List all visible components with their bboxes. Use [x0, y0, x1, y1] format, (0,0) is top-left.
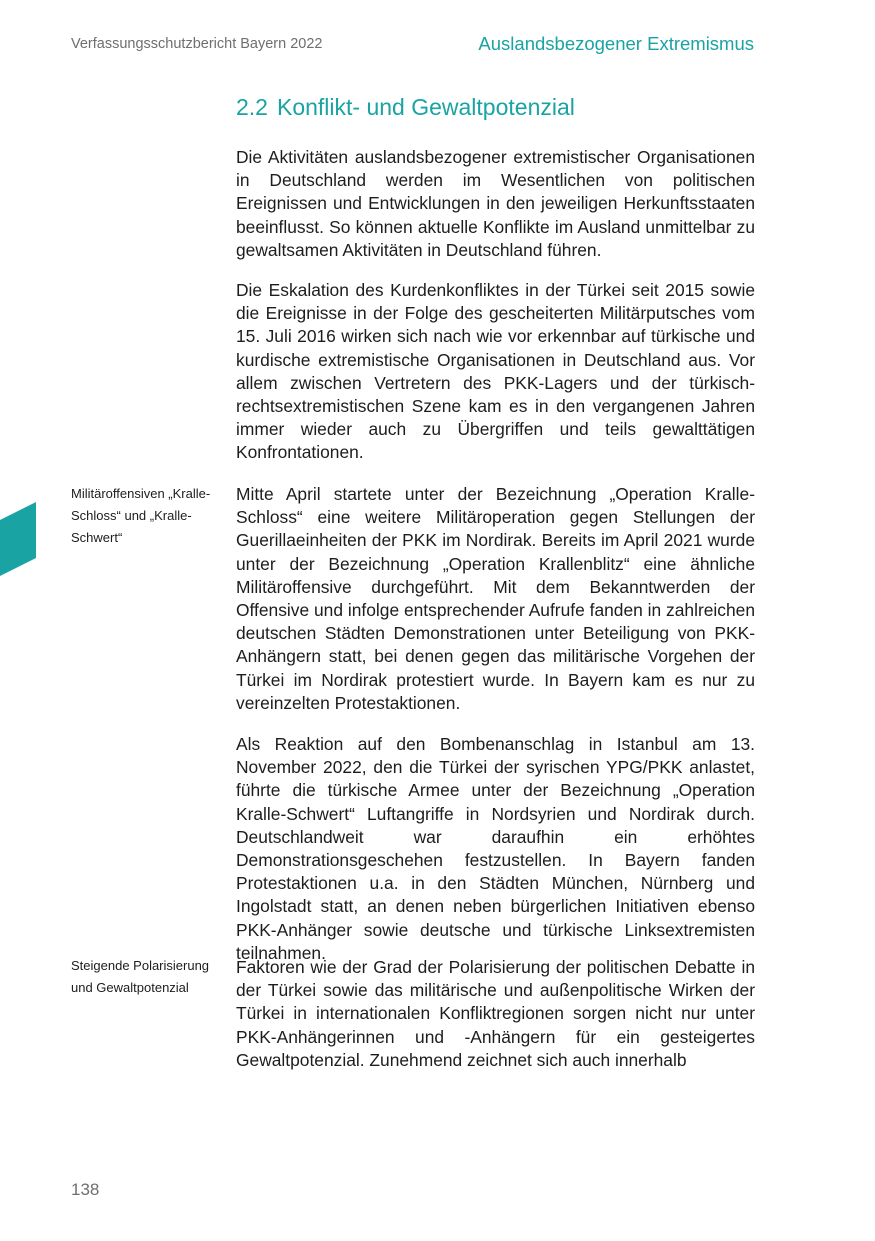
paragraph-3: Mitte April startete unter der Bezeichnung „Operation Kralle-Schloss“ eine weitere Militäroperation gegen Stellungen der Guerillaeinheiten der PKK im Nordirak. Bereits im April 2021 wurde unter der Bezeichnung „Operation Krallenblitz“ eine ähnliche Militäroffensive durchgeführt. Mit dem Bekanntwerden der Offensive und infolge entsprechender Aufrufe fanden in zahlreichen deutschen Städten Demonstrationen unter Beteiligung von PKK-Anhängern statt, bei denen gegen das militärische Vorgehen der Türkei im Nordirak protestiert wurde. In Bayern kam es nur zu vereinzelten Protestaktionen.	[236, 484, 755, 713]
section-heading	[236, 94, 575, 121]
paragraph-4: Als Reaktion auf den Bombenanschlag in Istanbul am 13. November 2022, den die Türkei der syrischen YPG/PKK anlastet, führte die türkische Armee unter der Bezeichnung „Operation Kralle-Schwert“ Luftangriffe in Nordsyrien und Nordirak durch. Deutschlandweit war daraufhin ein erhöhtes Demonstrationsgeschehen festzustellen. In Bayern fanden Protestaktionen u.a. in den Städten München, Nürnberg und Ingolstadt statt, an denen neben bürgerlichen Initiativen ebenso PKK-Anhänger sowie deutsche und türkische Linksextremisten teilnahmen.	[236, 734, 755, 963]
margin-note-military-offensives: Militäroffensiven „Kralle-Schloss“ und „Kralle-Schwert“	[71, 486, 211, 545]
margin-note-polarization: Steigende Polarisierung und Gewaltpotenzial	[71, 958, 210, 995]
paragraph-1: Die Aktivitäten auslandsbezogener extremistischer Organisationen in Deutschland werden im Wesentlichen von politischen Ereignissen und Entwicklungen in den jeweiligen Herkunftsstaaten beeinflusst. So können aktuelle Konflikte im Ausland unmittelbar zu gewaltsamen Aktivitäten in Deutschland führen.	[236, 147, 755, 260]
running-header-chapter: Auslandsbezogener Extremismus	[478, 33, 754, 54]
page-number: 138	[71, 1180, 100, 1199]
section-title: Konflikt- und Gewaltpotenzial	[276, 94, 575, 120]
section-number: 2.2	[236, 94, 268, 120]
running-header-publication: Verfassungsschutzbericht Bayern 2022	[71, 36, 323, 52]
chapter-tab-marker	[0, 502, 36, 576]
paragraph-2: Die Eskalation des Kurdenkonfliktes in der Türkei seit 2015 sowie die Ereignisse in der Folge des gescheiterten Militärputsches vom 15. Juli 2016 wirken sich nach wie vor erkennbar auf türkische und kurdische extremistische Organisationen in Deutschland aus. Vor allem zwischen Vertretern des PKK-Lagers und der türkisch-rechtsextremistischen Szene kam es in den vergangenen Jahren immer wieder auch zu Übergriffen und teils gewalttätigen Konfrontationen.	[236, 280, 755, 463]
paragraph-5: Faktoren wie der Grad der Polarisierung der politischen Debatte in der Türkei sowie das militärische und außenpolitische Wirken der Türkei in internationalen Konfliktregionen sorgen nicht nur unter PKK-Anhängerinnen und -Anhängern für ein gesteigertes Gewaltpotenzial. Zunehmend zeichnet sich auch innerhalb	[236, 957, 755, 1070]
